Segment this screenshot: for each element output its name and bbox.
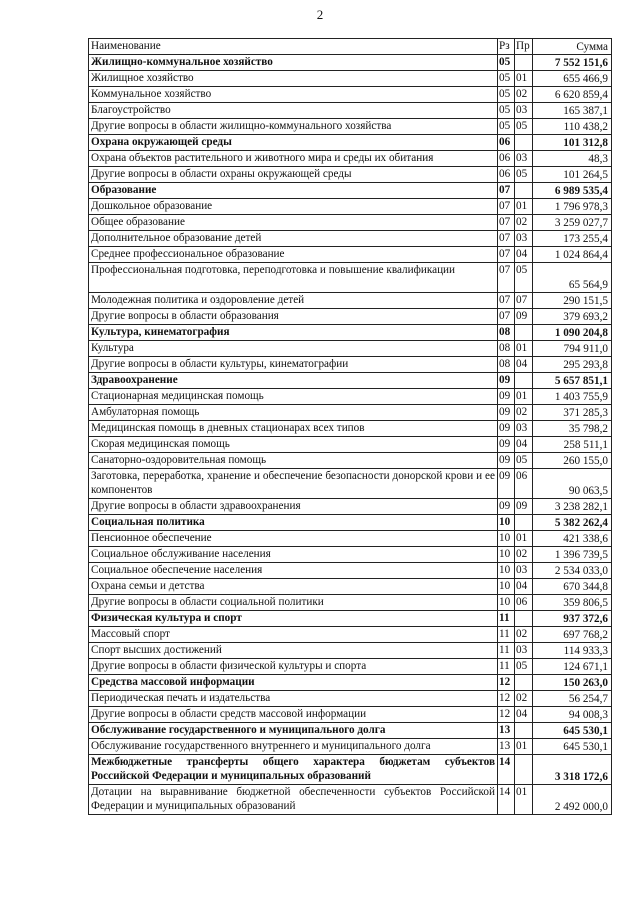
table-row: [89, 405, 612, 421]
table-row: [89, 627, 612, 643]
cell-name: Другие вопросы в области жилищно-коммунального хозяйства: [89, 119, 498, 135]
cell-pr: 09: [515, 499, 533, 515]
cell-name: Периодическая печать и издательства: [89, 691, 498, 707]
header-name: Наименование: [89, 39, 498, 55]
cell-name: Амбулаторная помощь: [89, 405, 498, 421]
table-row: [89, 151, 612, 167]
cell-sum: 645 530,1: [533, 723, 612, 739]
table-row: [89, 547, 612, 563]
table-row: [89, 563, 612, 579]
table-body: [89, 55, 612, 815]
cell-rz: 07: [498, 263, 515, 293]
cell-rz: 09: [498, 453, 515, 469]
section-row: [89, 325, 612, 341]
cell-sum: 5 657 851,1: [533, 373, 612, 389]
cell-pr: [515, 183, 533, 199]
cell-rz: 09: [498, 389, 515, 405]
cell-pr: 01: [515, 785, 533, 815]
cell-name: Коммунальное хозяйство: [89, 87, 498, 103]
cell-pr: 04: [515, 247, 533, 263]
cell-sum: 48,3: [533, 151, 612, 167]
cell-sum: 3 318 172,6: [533, 755, 612, 785]
cell-sum: 90 063,5: [533, 469, 612, 499]
cell-sum: 3 259 027,7: [533, 215, 612, 231]
cell-rz: 06: [498, 135, 515, 151]
cell-sum: 371 285,3: [533, 405, 612, 421]
cell-sum: 260 155,0: [533, 453, 612, 469]
cell-rz: 07: [498, 183, 515, 199]
cell-rz: 09: [498, 421, 515, 437]
cell-rz: 12: [498, 691, 515, 707]
cell-name: Социальное обслуживание населения: [89, 547, 498, 563]
cell-name: Культура: [89, 341, 498, 357]
cell-pr: 05: [515, 263, 533, 293]
cell-sum: 2 492 000,0: [533, 785, 612, 815]
cell-rz: 08: [498, 325, 515, 341]
cell-sum: 655 466,9: [533, 71, 612, 87]
cell-name: Спорт высших достижений: [89, 643, 498, 659]
section-row: [89, 723, 612, 739]
table-row: [89, 263, 612, 293]
cell-pr: [515, 755, 533, 785]
cell-pr: 03: [515, 151, 533, 167]
cell-rz: 09: [498, 437, 515, 453]
cell-name: Стационарная медицинская помощь: [89, 389, 498, 405]
table-row: [89, 341, 612, 357]
cell-name: Заготовка, переработка, хранение и обеспечение безопасности донорской крови и ее компонентов: [89, 469, 498, 499]
cell-sum: 101 264,5: [533, 167, 612, 183]
cell-sum: 150 263,0: [533, 675, 612, 691]
cell-sum: 7 552 151,6: [533, 55, 612, 71]
cell-name: Другие вопросы в области культуры, кинематографии: [89, 357, 498, 373]
cell-name: Дополнительное образование детей: [89, 231, 498, 247]
cell-name: Массовый спорт: [89, 627, 498, 643]
table-header-row: [89, 39, 612, 55]
cell-rz: 07: [498, 247, 515, 263]
header-rz: Рз: [498, 39, 515, 55]
cell-name: Профессиональная подготовка, переподготовка и повышение квалификации: [89, 263, 498, 293]
cell-rz: 07: [498, 309, 515, 325]
section-row: [89, 611, 612, 627]
table-row: [89, 231, 612, 247]
cell-rz: 05: [498, 87, 515, 103]
cell-sum: 379 693,2: [533, 309, 612, 325]
cell-name: Образование: [89, 183, 498, 199]
section-row: [89, 675, 612, 691]
cell-pr: 01: [515, 389, 533, 405]
table-row: [89, 579, 612, 595]
cell-rz: 05: [498, 103, 515, 119]
cell-rz: 09: [498, 373, 515, 389]
cell-rz: 10: [498, 595, 515, 611]
cell-rz: 07: [498, 199, 515, 215]
table-row: [89, 499, 612, 515]
cell-rz: 06: [498, 167, 515, 183]
cell-name: Пенсионное обеспечение: [89, 531, 498, 547]
cell-rz: 05: [498, 71, 515, 87]
cell-name: Общее образование: [89, 215, 498, 231]
cell-name: Охрана объектов растительного и животного мира и среды их обитания: [89, 151, 498, 167]
cell-sum: 359 806,5: [533, 595, 612, 611]
cell-pr: 01: [515, 341, 533, 357]
table-row: [89, 785, 612, 815]
cell-sum: 1 024 864,4: [533, 247, 612, 263]
cell-sum: 1 090 204,8: [533, 325, 612, 341]
cell-name: Благоустройство: [89, 103, 498, 119]
section-row: [89, 183, 612, 199]
cell-sum: 65 564,9: [533, 263, 612, 293]
cell-name: Социальная политика: [89, 515, 498, 531]
cell-pr: [515, 373, 533, 389]
cell-name: Другие вопросы в области средств массовой информации: [89, 707, 498, 723]
cell-rz: 10: [498, 563, 515, 579]
cell-sum: 295 293,8: [533, 357, 612, 373]
cell-pr: 01: [515, 71, 533, 87]
cell-name: Медицинская помощь в дневных стационарах всех типов: [89, 421, 498, 437]
cell-sum: 6 989 535,4: [533, 183, 612, 199]
cell-pr: 03: [515, 103, 533, 119]
cell-pr: [515, 515, 533, 531]
table-row: [89, 199, 612, 215]
section-row: [89, 373, 612, 389]
cell-name: Культура, кинематография: [89, 325, 498, 341]
cell-sum: 670 344,8: [533, 579, 612, 595]
cell-name: Обслуживание государственного внутреннего и муниципального долга: [89, 739, 498, 755]
table-row: [89, 87, 612, 103]
cell-rz: 14: [498, 755, 515, 785]
cell-sum: 35 798,2: [533, 421, 612, 437]
cell-name: Здравоохранение: [89, 373, 498, 389]
cell-rz: 11: [498, 659, 515, 675]
cell-rz: 11: [498, 611, 515, 627]
cell-pr: [515, 675, 533, 691]
cell-name: Другие вопросы в области образования: [89, 309, 498, 325]
cell-pr: 02: [515, 87, 533, 103]
cell-name: Охрана окружающей среды: [89, 135, 498, 151]
cell-name: Другие вопросы в области охраны окружающей среды: [89, 167, 498, 183]
cell-pr: 05: [515, 453, 533, 469]
cell-pr: 03: [515, 421, 533, 437]
cell-rz: 14: [498, 785, 515, 815]
page-number: 2: [316, 7, 324, 22]
cell-rz: 11: [498, 627, 515, 643]
cell-rz: 07: [498, 293, 515, 309]
cell-sum: 6 620 859,4: [533, 87, 612, 103]
section-row: [89, 755, 612, 785]
cell-rz: 09: [498, 405, 515, 421]
header-sum: Сумма: [533, 39, 612, 55]
cell-rz: 06: [498, 151, 515, 167]
cell-sum: 114 933,3: [533, 643, 612, 659]
cell-pr: 05: [515, 167, 533, 183]
cell-name: Другие вопросы в области социальной политики: [89, 595, 498, 611]
cell-pr: 09: [515, 309, 533, 325]
cell-pr: 06: [515, 469, 533, 499]
cell-pr: [515, 325, 533, 341]
cell-rz: 05: [498, 55, 515, 71]
cell-pr: [515, 723, 533, 739]
cell-name: Другие вопросы в области физической культуры и спорта: [89, 659, 498, 675]
table-row: [89, 707, 612, 723]
budget-table: [88, 38, 612, 815]
cell-sum: 1 796 978,3: [533, 199, 612, 215]
cell-pr: 02: [515, 691, 533, 707]
table-row: [89, 119, 612, 135]
cell-name: Жилищно-коммунальное хозяйство: [89, 55, 498, 71]
table-row: [89, 531, 612, 547]
cell-sum: 258 511,1: [533, 437, 612, 453]
cell-rz: 07: [498, 231, 515, 247]
cell-pr: 03: [515, 563, 533, 579]
table-row: [89, 309, 612, 325]
cell-name: Обслуживание государственного и муниципального долга: [89, 723, 498, 739]
cell-rz: 08: [498, 357, 515, 373]
cell-sum: 1 396 739,5: [533, 547, 612, 563]
cell-sum: 1 403 755,9: [533, 389, 612, 405]
cell-sum: 794 911,0: [533, 341, 612, 357]
cell-name: Санаторно-оздоровительная помощь: [89, 453, 498, 469]
section-row: [89, 515, 612, 531]
cell-pr: [515, 611, 533, 627]
cell-pr: [515, 135, 533, 151]
cell-name: Межбюджетные трансферты общего характера бюджетам субъектов Российской Федерации и муниципальных образований: [89, 755, 498, 785]
table-row: [89, 691, 612, 707]
cell-pr: 02: [515, 215, 533, 231]
cell-sum: 937 372,6: [533, 611, 612, 627]
cell-rz: 12: [498, 675, 515, 691]
cell-sum: 2 534 033,0: [533, 563, 612, 579]
section-row: [89, 55, 612, 71]
cell-rz: 10: [498, 579, 515, 595]
table-row: [89, 103, 612, 119]
table-row: [89, 469, 612, 499]
cell-name: Молодежная политика и оздоровление детей: [89, 293, 498, 309]
cell-name: Среднее профессиональное образование: [89, 247, 498, 263]
cell-sum: 56 254,7: [533, 691, 612, 707]
cell-pr: 04: [515, 357, 533, 373]
cell-sum: 165 387,1: [533, 103, 612, 119]
table-row: [89, 389, 612, 405]
table-row: [89, 643, 612, 659]
table-row: [89, 437, 612, 453]
cell-pr: 01: [515, 531, 533, 547]
table-row: [89, 167, 612, 183]
cell-rz: 10: [498, 515, 515, 531]
table-row: [89, 215, 612, 231]
table-row: [89, 739, 612, 755]
cell-rz: 10: [498, 547, 515, 563]
cell-sum: 110 438,2: [533, 119, 612, 135]
cell-pr: 06: [515, 595, 533, 611]
cell-name: Охрана семьи и детства: [89, 579, 498, 595]
table-row: [89, 453, 612, 469]
cell-name: Физическая культура и спорт: [89, 611, 498, 627]
cell-name: Социальное обеспечение населения: [89, 563, 498, 579]
header-pr: Пр: [515, 39, 533, 55]
cell-rz: 07: [498, 215, 515, 231]
cell-rz: 09: [498, 499, 515, 515]
cell-sum: 101 312,8: [533, 135, 612, 151]
cell-pr: 05: [515, 659, 533, 675]
cell-rz: 05: [498, 119, 515, 135]
cell-pr: 02: [515, 405, 533, 421]
cell-pr: 02: [515, 627, 533, 643]
cell-sum: 421 338,6: [533, 531, 612, 547]
cell-name: Жилищное хозяйство: [89, 71, 498, 87]
cell-sum: 94 008,3: [533, 707, 612, 723]
cell-name: Дотации на выравнивание бюджетной обеспеченности субъектов Российской Федерации и муниципальных образований: [89, 785, 498, 815]
cell-pr: 01: [515, 199, 533, 215]
cell-pr: 01: [515, 739, 533, 755]
cell-pr: 05: [515, 119, 533, 135]
table-row: [89, 421, 612, 437]
cell-pr: [515, 55, 533, 71]
cell-rz: 09: [498, 469, 515, 499]
cell-pr: 04: [515, 707, 533, 723]
cell-rz: 11: [498, 643, 515, 659]
cell-name: Средства массовой информации: [89, 675, 498, 691]
cell-sum: 290 151,5: [533, 293, 612, 309]
cell-sum: 173 255,4: [533, 231, 612, 247]
table-row: [89, 659, 612, 675]
cell-pr: 02: [515, 547, 533, 563]
cell-sum: 697 768,2: [533, 627, 612, 643]
cell-sum: 124 671,1: [533, 659, 612, 675]
table-row: [89, 357, 612, 373]
cell-rz: 13: [498, 723, 515, 739]
cell-pr: 04: [515, 579, 533, 595]
cell-pr: 03: [515, 643, 533, 659]
cell-pr: 04: [515, 437, 533, 453]
cell-rz: 08: [498, 341, 515, 357]
cell-sum: 5 382 262,4: [533, 515, 612, 531]
cell-rz: 13: [498, 739, 515, 755]
table-row: [89, 247, 612, 263]
cell-name: Скорая медицинская помощь: [89, 437, 498, 453]
cell-pr: 03: [515, 231, 533, 247]
cell-name: Дошкольное образование: [89, 199, 498, 215]
table-row: [89, 595, 612, 611]
section-row: [89, 135, 612, 151]
cell-rz: 10: [498, 531, 515, 547]
cell-sum: 3 238 282,1: [533, 499, 612, 515]
cell-sum: 645 530,1: [533, 739, 612, 755]
cell-pr: 07: [515, 293, 533, 309]
cell-name: Другие вопросы в области здравоохранения: [89, 499, 498, 515]
table-row: [89, 71, 612, 87]
cell-rz: 12: [498, 707, 515, 723]
table-row: [89, 293, 612, 309]
